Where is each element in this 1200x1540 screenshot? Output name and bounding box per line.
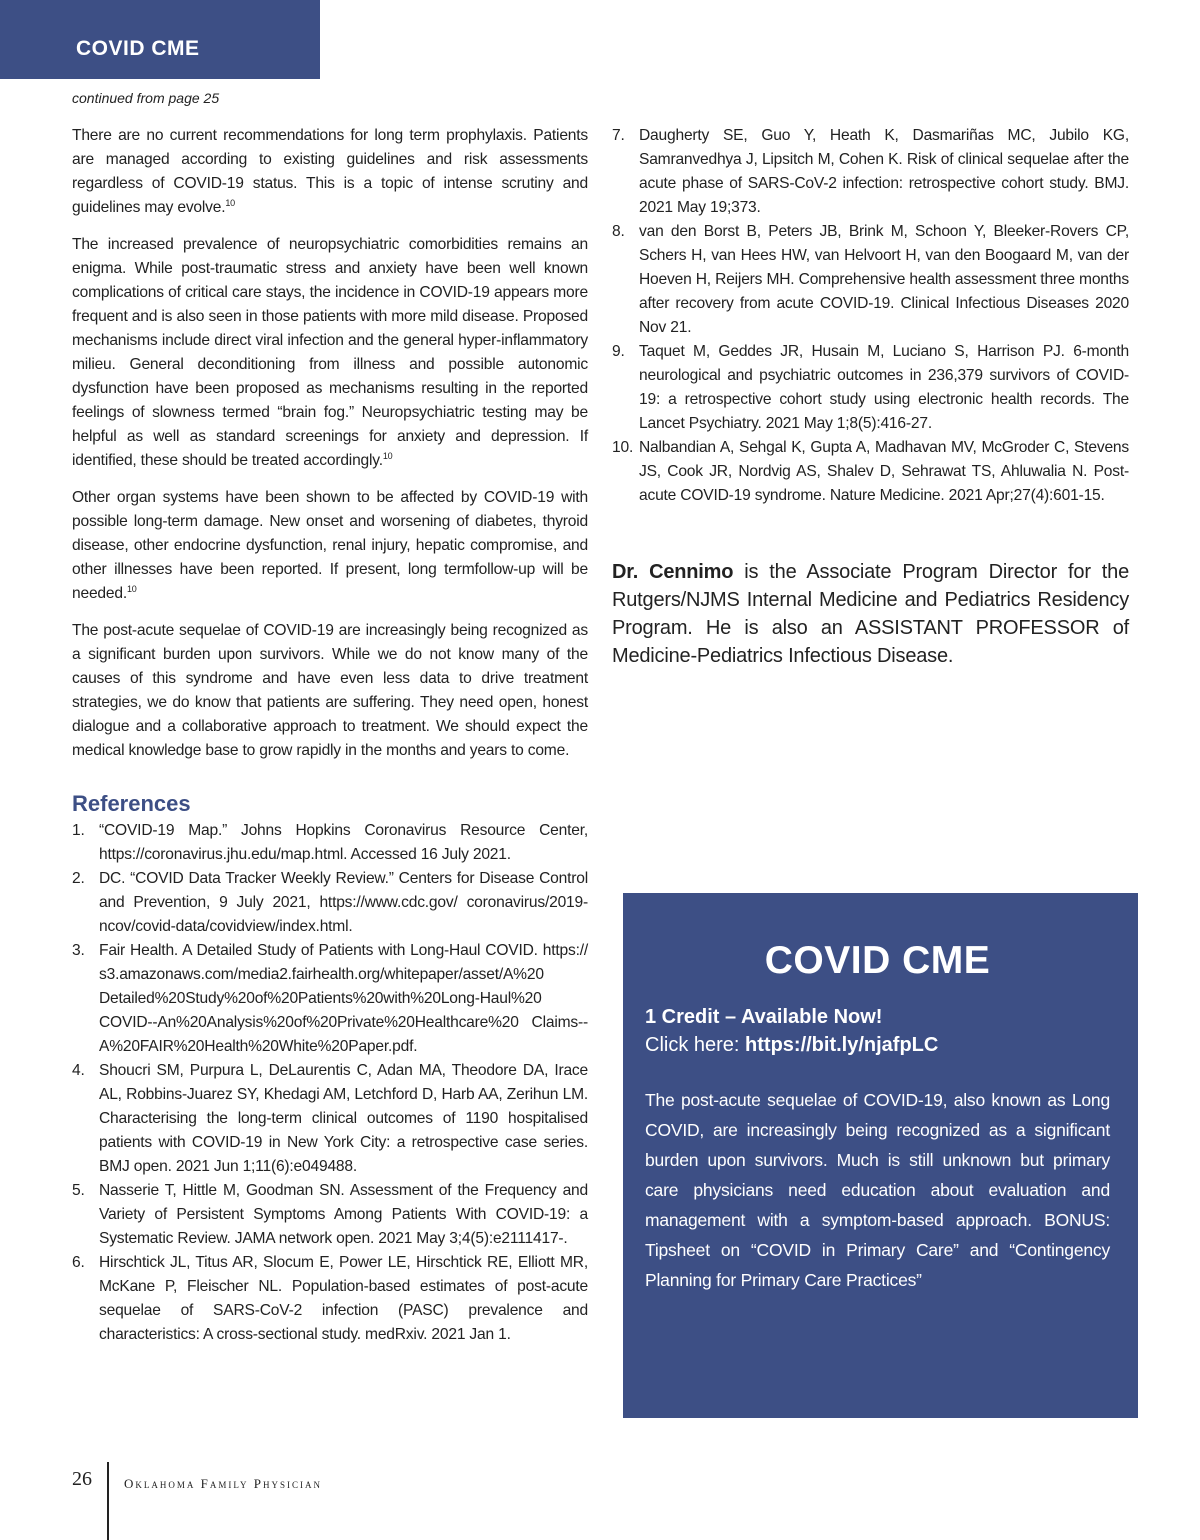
author-bio-text: is the Associate Program Director for the Rutgers/NJMS Internal Medicine and Pediatrics Residency Program. He is also an ASSISTANT PROFESSOR of Medicine-Pediatrics Infectious Disease. — [612, 561, 1129, 667]
article-paragraph — [72, 124, 588, 220]
reference-number: 5. — [72, 1182, 85, 1199]
paragraph-text: Other organ systems have been shown to be affected by COVID-19 with possible long-term damage. New onset and worsening of diabetes, thyroid disease, other endocrine dysfunction, renal injury, hepatic compromise, and other illnesses have been reported. If present, long termfollow-up will be needed. — [72, 489, 588, 602]
reference-item — [612, 124, 1129, 220]
page-number: 26 — [72, 1468, 92, 1490]
reference-number: 6. — [72, 1254, 85, 1271]
reference-number: 8. — [612, 223, 625, 240]
reference-number: 7. — [612, 127, 625, 144]
reference-text: Shoucri SM, Purpura L, DeLaurentis C, Adan MA, Theodore DA, Irace AL, Robbins-Juarez SY, Khedagi AM, Letchford D, Harb AA, Zerihun LM. Characterising the long-term clinical outcomes of 1190 hospitalised patients with COVID-19 in New York City: a retrospective case series. BMJ open. 2021 Jun 1;11(6):e049488. — [99, 1062, 588, 1175]
reference-text: Nalbandian A, Sehgal K, Gupta A, Madhavan MV, McGroder C, Stevens JS, Cook JR, Nordvig AS, Shalev D, Sehrawat TS, Ahluwalia N. Post-acute COVID-19 syndrome. Nature Medicine. 2021 Apr;27(4):601-15. — [639, 439, 1129, 504]
section-header-tab — [0, 0, 320, 79]
article-paragraph — [72, 486, 588, 606]
citation-superscript: 10 — [126, 583, 137, 594]
reference-item — [72, 1251, 588, 1347]
section-header-label: COVID CME — [76, 37, 200, 60]
reference-number: 4. — [72, 1062, 85, 1079]
cme-click-prefix: Click here: — [645, 1034, 746, 1056]
references-heading: References — [72, 791, 191, 816]
article-paragraph — [72, 233, 588, 473]
reference-text: Hirschtick JL, Titus AR, Slocum E, Power LE, Hirschtick RE, Elliott MR, McKane P, Fleischer NL. Population-based estimates of post-acute sequelae of SARS-CoV-2 infection (PASC) prevalence and characteristics: A cross-sectional study. medRxiv. 2021 Jan 1. — [99, 1254, 588, 1343]
reference-item — [72, 867, 588, 939]
cme-promo-box — [623, 893, 1138, 1418]
paragraph-text: The post-acute sequelae of COVID-19 are increasingly being recognized as a significant burden upon survivors. While we do not know many of the causes of this syndrome and have even less data to drive treatment strategies, we do know that patients are suffering. They need open, honest dialogue and a collaborative approach to treatment. We should expect the medical knowledge base to grow rapidly in the months and years to come. — [72, 622, 588, 759]
cme-link[interactable]: https://bit.ly/njafpLC — [745, 1034, 939, 1056]
reference-item — [612, 220, 1129, 340]
reference-item — [72, 939, 588, 1059]
reference-number: 2. — [72, 870, 85, 887]
author-bio — [612, 558, 1129, 670]
citation-superscript: 10 — [225, 197, 235, 208]
reference-text: van den Borst B, Peters JB, Brink M, Schoon Y, Bleeker-Rovers CP, Schers H, van Hees HW, van Helvoort H, van den Boogaard M, van der Hoeven H, Reijers MH. Comprehensive health assessment three months after recovery from acute COVID-19. Clinical Infectious Diseases 2020 Nov 21. — [639, 223, 1129, 336]
article-paragraph — [72, 619, 588, 763]
right-column — [612, 124, 1129, 670]
cme-credit-line: 1 Credit – Available Now! — [645, 1006, 883, 1028]
reference-item — [72, 1059, 588, 1179]
continued-note: continued from page 25 — [72, 90, 220, 106]
reference-item — [612, 436, 1129, 508]
citation-superscript: 10 — [382, 450, 393, 461]
reference-item — [72, 1179, 588, 1251]
references-list-left — [72, 819, 588, 1347]
reference-text: Fair Health. A Detailed Study of Patients with Long-Haul COVID. https:// s3.amazonaws.com/media2.fairhealth.org/whitepaper/asset/A%20 Detailed%20Study%20of%20Patients%20with%20Long-Haul%20 COVID--An%20Analysis%20of%20Private%20Healthcare%20 Claims--A%20FAIR%20Health%20White%20Paper.pdf. — [99, 942, 588, 1055]
cme-click-line — [645, 1031, 1110, 1059]
reference-number: 10. — [612, 439, 634, 456]
reference-item — [72, 819, 588, 867]
paragraph-text: The increased prevalence of neuropsychiatric comorbidities remains an enigma. While post-traumatic stress and anxiety have been well known complications of critical care stays, the incidence in COVID-19 appears more frequent and is also seen in those patients with more mild disease. Proposed mechanisms include direct viral infection and the general hyper-inflammatory milieu. General deconditioning from illness and possible autonomic dysfunction have been proposed as mechanisms resulting in the reported feelings of slowness termed “brain fog.” Neuropsychiatric testing may be helpful as well as standard screenings for anxiety and depression. If identified, these should be treated accordingly. — [72, 236, 588, 469]
publication-title: Oklahoma Family Physician — [124, 1476, 322, 1491]
author-name: Dr. Cennimo — [612, 561, 734, 583]
reference-number: 3. — [72, 942, 85, 959]
reference-text: Nasserie T, Hittle M, Goodman SN. Assessment of the Frequency and Variety of Persistent Symptoms Among Patients With COVID-19: a Systematic Review. JAMA network open. 2021 May 3;4(5):e2111417-. — [99, 1182, 588, 1247]
reference-text: Taquet M, Geddes JR, Husain M, Luciano S, Harrison PJ. 6-month neurological and psychiatric outcomes in 236,379 survivors of COVID-19: a retrospective cohort study using electronic health records. The Lancet Psychiatry. 2021 May 1;8(5):416-27. — [639, 343, 1129, 432]
cme-promo-title: COVID CME — [764, 939, 991, 982]
reference-number: 1. — [72, 822, 85, 839]
paragraph-text: There are no current recommendations for long term prophylaxis. Patients are managed according to existing guidelines and risk assessments regardless of COVID-19 status. This is a topic of intense scrutiny and guidelines may evolve. — [72, 127, 588, 216]
reference-item — [612, 340, 1129, 436]
reference-text: Daugherty SE, Guo Y, Heath K, Dasmariñas MC, Jubilo KG, Samranvedhya J, Lipsitch M, Cohen K. Risk of clinical sequelae after the acute phase of SARS-CoV-2 infection: retrospective cohort study. BMJ. 2021 May 19;373. — [639, 127, 1129, 216]
cme-description: The post-acute sequelae of COVID-19, also known as Long COVID, are increasingly being recognized as a significant burden upon survivors. Much is still unknown but primary care physicians need education about evaluation and management with a symptom-based approach. BONUS: Tipsheet on “COVID in Primary Care” and “Contingency Planning for Primary Care Practices” — [645, 1090, 1110, 1290]
references-list-right — [612, 124, 1129, 508]
footer-divider — [107, 1462, 109, 1540]
reference-text: DC. “COVID Data Tracker Weekly Review.” Centers for Disease Control and Prevention, 9 July 2021, https://www.cdc.gov/ coronavirus/2019-ncov/covid-data/covidview/index.html. — [99, 870, 588, 935]
left-column — [72, 124, 588, 1347]
reference-number: 9. — [612, 343, 625, 360]
reference-text: “COVID-19 Map.” Johns Hopkins Coronavirus Resource Center, https://coronavirus.jhu.edu/map.html. Accessed 16 July 2021. — [99, 822, 588, 863]
